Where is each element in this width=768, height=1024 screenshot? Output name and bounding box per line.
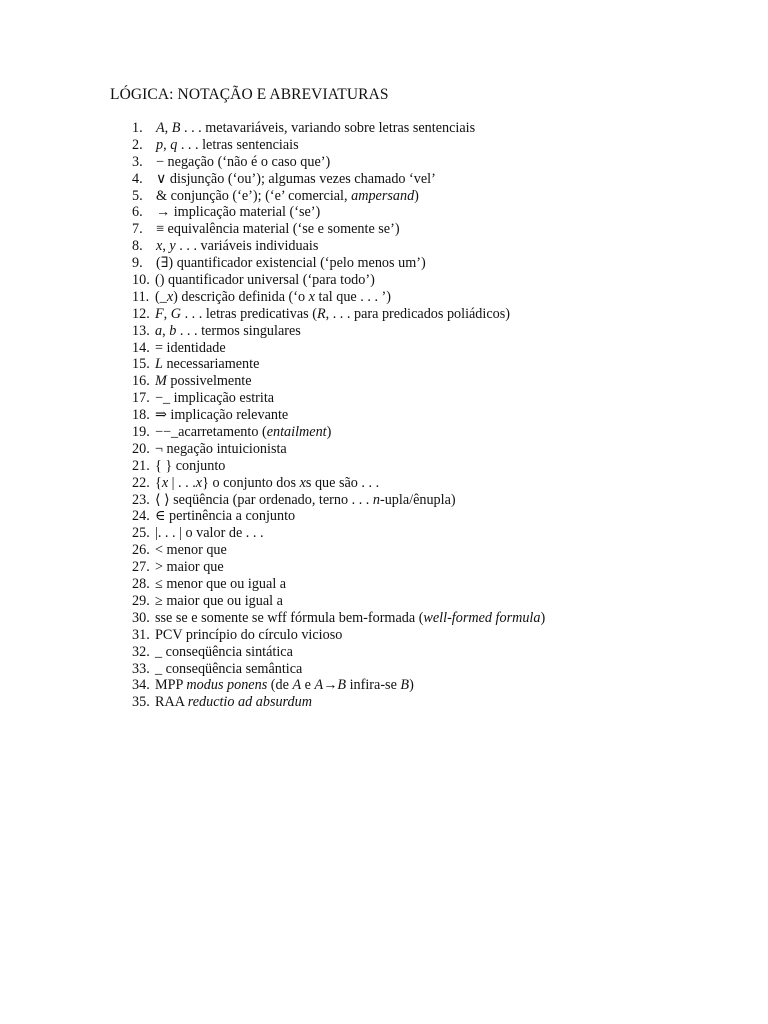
- list-item: [0, 694, 768, 711]
- item-text-segment: − negação (‘não é o caso que’): [156, 153, 331, 170]
- item-text: [156, 137, 299, 154]
- item-text-segment: ≤ menor que ou igual a: [155, 576, 287, 593]
- item-number: 34.: [132, 677, 150, 694]
- item-text-segment: reductio ad absurdum: [187, 694, 312, 711]
- document-title: LÓGICA: NOTAÇÃO E ABREVIATURAS: [110, 86, 389, 103]
- list-item: [0, 525, 768, 542]
- item-text: [155, 289, 391, 306]
- item-number: 5.: [132, 187, 143, 204]
- item-text: [155, 475, 379, 492]
- item-text-segment: _ conseqüência semântica: [155, 660, 303, 677]
- list-item: [0, 340, 768, 357]
- item-number: 21.: [132, 457, 150, 474]
- item-text-segment: →: [323, 677, 338, 694]
- list-item: [0, 204, 768, 221]
- list-item: [0, 323, 768, 340]
- item-text-segment: L: [155, 356, 163, 373]
- list-item: [0, 171, 768, 188]
- item-text: [155, 593, 283, 610]
- item-text: [155, 356, 259, 373]
- item-text-segment: B: [337, 677, 347, 694]
- item-number: 18.: [132, 407, 150, 424]
- item-text-segment: −_ implicação estrita: [155, 390, 275, 407]
- list-item: [0, 373, 768, 390]
- item-text-segment: ,: [163, 136, 171, 153]
- item-text: [155, 525, 264, 542]
- item-text-segment: B: [171, 120, 181, 136]
- list-item: [0, 593, 768, 610]
- item-number: 31.: [132, 626, 150, 643]
- item-number: 27.: [132, 559, 150, 576]
- item-number: 16.: [132, 373, 150, 390]
- item-text-segment: . . . letras sentenciais: [177, 136, 299, 153]
- list-item: [0, 661, 768, 678]
- item-text: [156, 238, 318, 255]
- item-text: [155, 407, 288, 424]
- item-number: 17.: [132, 390, 150, 407]
- list-item: [0, 627, 768, 644]
- item-text-segment: A: [156, 120, 165, 136]
- item-text: [156, 204, 320, 221]
- item-text-segment: ): [414, 187, 419, 204]
- item-text-segment: G: [170, 305, 182, 322]
- item-number: 13.: [132, 322, 150, 339]
- item-text-segment: n: [372, 491, 380, 508]
- item-text-segment: −−_acarretamento (: [155, 424, 267, 441]
- item-text-segment: possivelmente: [166, 373, 252, 390]
- item-text: [156, 221, 400, 238]
- list-item: [0, 576, 768, 593]
- item-number: 7.: [132, 221, 143, 238]
- item-text: [156, 154, 330, 171]
- item-text-segment: y: [169, 238, 176, 255]
- list-item: [0, 137, 768, 154]
- item-number: 23.: [132, 491, 150, 508]
- item-text-segment: p: [156, 136, 164, 153]
- item-text-segment: s que são . . .: [305, 474, 380, 491]
- list-item: [0, 154, 768, 171]
- list-item: [0, 306, 768, 323]
- item-text: [156, 171, 436, 188]
- item-text: [155, 458, 225, 475]
- notation-list: [0, 120, 768, 711]
- item-text-segment: (de: [267, 677, 293, 694]
- item-text-segment: q: [170, 136, 178, 153]
- item-text: [155, 323, 301, 340]
- item-text: [155, 272, 375, 289]
- item-text-segment: ,: [162, 238, 170, 255]
- list-item: [0, 441, 768, 458]
- item-text-segment: M: [155, 373, 167, 390]
- item-text: [155, 644, 293, 661]
- list-item: [0, 644, 768, 661]
- item-text: [155, 610, 545, 627]
- item-text-segment: well-formed formula: [423, 609, 541, 626]
- item-text-segment: e: [301, 677, 315, 694]
- item-text-segment: entailment: [266, 424, 327, 441]
- item-text-segment: A: [292, 677, 302, 694]
- list-item: [0, 508, 768, 525]
- item-text-segment: ): [326, 424, 332, 441]
- item-text-segment: . . . metavariáveis, variando sobre letras sentenciais: [180, 120, 476, 136]
- item-number: 29.: [132, 592, 150, 609]
- item-text: [156, 120, 475, 137]
- item-text: [155, 576, 286, 593]
- item-text-segment: modus ponens: [186, 677, 268, 694]
- item-text-segment: sse se e somente se wff fórmula bem-formada (: [155, 609, 424, 626]
- list-item: [0, 120, 768, 137]
- item-text-segment: < menor que: [155, 542, 227, 559]
- item-text-segment: ≥ maior que ou igual a: [155, 592, 283, 609]
- item-text-segment: ): [409, 677, 414, 694]
- item-number: 26.: [132, 542, 150, 559]
- item-text: [155, 424, 331, 441]
- item-text-segment: B: [400, 677, 410, 694]
- item-number: 28.: [132, 576, 150, 593]
- list-item: [0, 255, 768, 272]
- item-number: 19.: [132, 424, 150, 441]
- item-text-segment: ⇒ implicação relevante: [155, 407, 289, 424]
- item-text-segment: () quantificador universal (‘para todo’): [155, 272, 375, 289]
- item-text-segment: (∃) quantificador existencial (‘pelo menos um’): [156, 255, 426, 272]
- item-text: [156, 188, 419, 205]
- item-number: 22.: [132, 474, 150, 491]
- list-item: [0, 390, 768, 407]
- item-number: 35.: [132, 694, 150, 711]
- item-text-segment: . . . termos singulares: [176, 322, 301, 339]
- item-text-segment: ampersand: [351, 187, 415, 204]
- item-number: 9.: [132, 255, 143, 272]
- list-item: [0, 424, 768, 441]
- item-text: [155, 677, 414, 694]
- item-number: 14.: [132, 339, 150, 356]
- item-text-segment: x: [156, 238, 163, 255]
- item-text-segment: ∈ pertinência a conjunto: [155, 508, 296, 525]
- item-text-segment: ,: [162, 322, 170, 339]
- item-text-segment: . . . variáveis individuais: [175, 238, 319, 255]
- list-item: [0, 559, 768, 576]
- item-text: [155, 694, 312, 711]
- item-text: [155, 542, 227, 559]
- item-text: [155, 508, 295, 525]
- item-number: 15.: [132, 356, 150, 373]
- item-number: 32.: [132, 643, 150, 660]
- item-text-segment: b: [169, 322, 177, 339]
- item-number: 20.: [132, 440, 150, 457]
- item-text-segment: = identidade: [155, 339, 226, 356]
- list-item: [0, 272, 768, 289]
- item-number: 4.: [132, 170, 143, 187]
- list-item: [0, 238, 768, 255]
- item-text: [155, 340, 226, 357]
- list-item: [0, 542, 768, 559]
- item-number: 12.: [132, 305, 150, 322]
- item-text-segment: |. . . | o valor de . . .: [155, 525, 264, 542]
- list-item: [0, 188, 768, 205]
- item-number: 10.: [132, 272, 150, 289]
- item-number: 8.: [132, 238, 143, 255]
- item-text: [155, 627, 342, 644]
- item-text: [155, 492, 456, 509]
- item-text-segment: R: [316, 305, 326, 322]
- item-text-segment: | . . .: [168, 474, 196, 491]
- item-text-segment: ,: [163, 305, 171, 322]
- item-text-segment: x: [308, 288, 315, 305]
- item-number: 33.: [132, 660, 150, 677]
- list-item: [0, 458, 768, 475]
- item-text-segment: x: [195, 474, 203, 491]
- item-number: 6.: [132, 204, 143, 221]
- item-text-segment: MPP: [155, 677, 187, 694]
- item-text-segment: -upla/ênupla): [379, 491, 456, 508]
- item-text-segment: , . . . para predicados poliádicos): [325, 305, 510, 322]
- item-text-segment: necessariamente: [162, 356, 260, 373]
- item-text-segment: RAA: [155, 694, 188, 711]
- list-item: [0, 356, 768, 373]
- item-number: 11.: [132, 288, 150, 305]
- item-text: [155, 441, 287, 458]
- item-number: 2.: [132, 136, 143, 153]
- item-text: [156, 255, 426, 272]
- item-text-segment: . . . letras predicativas (: [181, 305, 317, 322]
- item-text-segment: infira-se: [346, 677, 401, 694]
- item-text: [155, 373, 252, 390]
- item-text-segment: ,: [164, 120, 172, 136]
- item-text-segment: ∨ disjunção (‘ou’); algumas vezes chamado ‘vel’: [156, 170, 436, 187]
- list-item: [0, 221, 768, 238]
- item-text-segment: { } conjunto: [155, 457, 226, 474]
- item-text-segment: } o conjunto dos: [202, 474, 300, 491]
- item-text-segment: & conjunção (‘e’); (‘e’ comercial,: [156, 187, 352, 204]
- item-text-segment: tal que . . . ’): [314, 288, 392, 305]
- item-text: [155, 559, 224, 576]
- item-number: 3.: [132, 153, 143, 170]
- item-text-segment: F: [155, 305, 164, 322]
- item-text-segment: PCV princípio do círculo vicioso: [155, 626, 343, 643]
- item-text-segment: A: [314, 677, 324, 694]
- item-text-segment: ) descrição definida (‘o: [173, 288, 309, 305]
- item-text-segment: > maior que: [155, 559, 224, 576]
- item-text-segment: ⟨ ⟩ seqüência (par ordenado, terno . . .: [155, 491, 373, 508]
- item-number: 24.: [132, 508, 150, 525]
- item-text-segment: (_: [155, 288, 167, 305]
- list-item: [0, 492, 768, 509]
- item-text-segment: a: [155, 322, 163, 339]
- item-text-segment: ≡ equivalência material (‘se e somente se’): [156, 221, 400, 238]
- item-text-segment: {: [155, 474, 162, 491]
- list-item: [0, 475, 768, 492]
- item-text-segment: x: [166, 288, 174, 305]
- item-text-segment: → implicação material (‘se’): [156, 204, 321, 221]
- item-text-segment: ¬ negação intuicionista: [155, 440, 287, 457]
- list-item: [0, 289, 768, 306]
- item-text-segment: ): [540, 609, 546, 626]
- item-number: 25.: [132, 525, 150, 542]
- list-item: [0, 677, 768, 694]
- item-text-segment: _ conseqüência sintática: [155, 643, 293, 660]
- item-text: [155, 306, 510, 323]
- item-text: [155, 661, 302, 678]
- item-number: 30.: [132, 609, 150, 626]
- item-number: 1.: [132, 120, 143, 136]
- item-text: [155, 390, 274, 407]
- list-item: [0, 407, 768, 424]
- item-text-segment: x: [299, 474, 306, 491]
- item-text-segment: x: [161, 474, 169, 491]
- list-item: [0, 610, 768, 627]
